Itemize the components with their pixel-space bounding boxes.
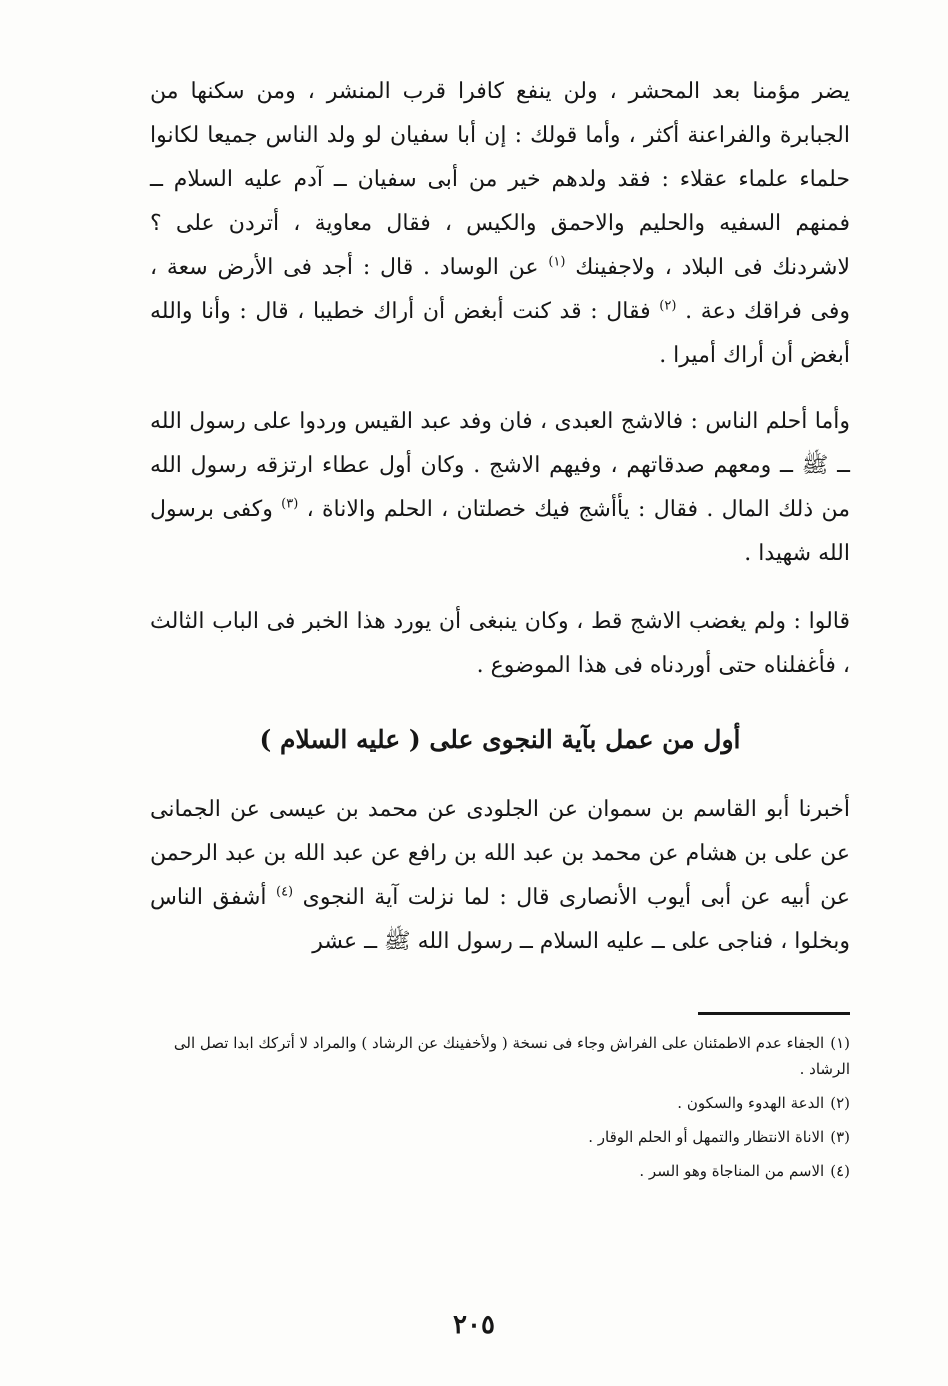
footnote-text: الجفاء عدم الاطمئنان على الفراش وجاء فى نسخة ( ولأخفينك عن الرشاد ) والمراد لا أتركك ابدا تصل الى الرشاد . [173,1034,850,1078]
paragraph-text: وأما أحلم الناس : فالاشج العبدى ، فان وفد عبد القيس وردوا على رسول الله ــ ﷺ ــ ومعهم صدقاتهم ، وفيهم الاشج . وكان أول عطاء ارتزقه رسول الله من ذلك المال . فقال : يأأشج فيك خصلتان ، الحلم والاناة ، [150,409,850,522]
paragraph-text: وكفى برسول الله شهيدا . [150,497,850,566]
page-number: ٢٠٥ [453,1310,495,1340]
footnote-number: (١) [830,1034,850,1052]
footnote-number: (٤) [830,1162,850,1180]
paragraph-text: عن الوساد . قال : أجد فى الأرض سعة ، وفى فراقك دعة . [150,255,850,324]
footnote-2 [150,1090,850,1116]
footnote-4 [150,1158,850,1184]
footnote-number: (٢) [830,1094,850,1112]
paragraph-muawiya-dialogue [150,70,850,378]
paragraph-note [150,600,850,688]
section-heading: أول من عمل بآية النجوى على ( عليه السلام ) [259,725,741,754]
paragraph-najwa [150,788,850,964]
paragraph-text: أخبرنا أبو القاسم بن سموان عن الجلودى عن محمد بن عيسى عن الجمانى عن على بن هشام عن محمد بن عبد الله بن رافع عن عبد الله بن عبد الرحمن عن أبيه عن أبى أيوب الأنصارى قال : لما نزلت آية النجوى [150,797,850,910]
footnote-marker-1: (١) [548,254,566,270]
paragraph-most-forbearing [150,400,850,576]
footnote-marker-4: (٤) [275,884,294,900]
footnote-text: الاسم من المناجاة وهو السر . [639,1162,825,1180]
footnote-marker-3: (٣) [281,496,299,512]
footnote-marker-2: (٢) [659,298,677,314]
paragraph-text: يضر مؤمنا بعد المحشر ، ولن ينفع كافرا قرب المنشر ، ومن سكنها من الجبابرة والفراعنة أكثر ، وأما قولك : إن أبا سفيان لو ولد الناس جميعا لكانوا حلماء علماء عقلاء : فقد ولدهم خير من أبى سفيان ــ آدم عليه السلام ــ فمنهم السفيه والحليم والاحمق والكيس ، فقال معاوية ، أتردن على ؟ لاشردنك فى البلاد ، ولاجفينك [150,79,850,280]
paragraph-text: قالوا : ولم يغضب الاشج قط ، وكان ينبغى أن يورد هذا الخبر فى الباب الثالث ، فأغفلناه حتى أوردناه فى هذا الموضوع . [150,609,850,678]
footnote-text: الاناة الانتظار والتمهل أو الحلم الوقار . [588,1128,825,1146]
footnote-number: (٣) [830,1128,850,1146]
paragraph-text: أشفق الناس وبخلوا ، فناجى على ــ عليه السلام ــ رسول الله ﷺ ــ عشر [150,885,850,954]
footnotes [150,1030,850,1192]
footnote-3 [150,1124,850,1150]
footnote-1 [150,1030,850,1082]
paragraph-text: فقال : قد كنت أبغض أن أراك خطيبا ، قال : وأنا والله أبغض أن أراك أميرا . [150,299,850,368]
footnote-divider [698,1012,850,1015]
footnote-text: الدعة الهدوء والسكون . [677,1094,825,1112]
